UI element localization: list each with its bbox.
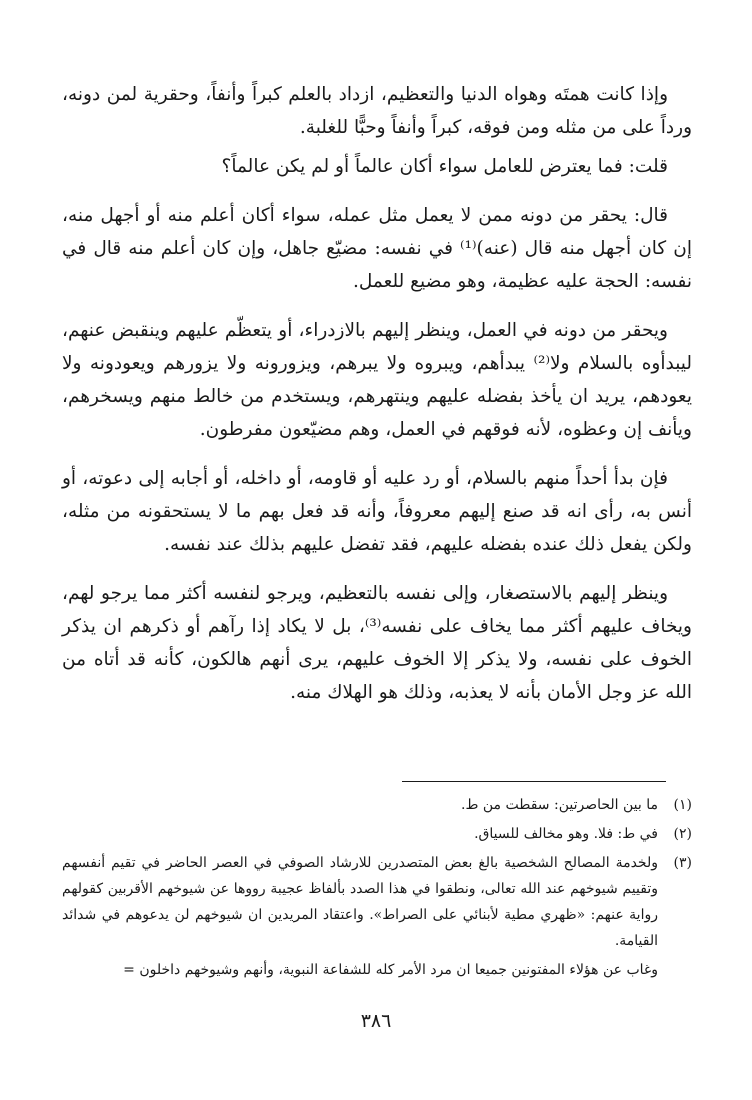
paragraph-6: وينظر إليهم بالاستصغار، وإلى نفسه بالتعظيم، ويرجو لنفسه أكثر مما يرجو لهم، ويخاف عليهم أكثر مما يخاف على نفسه⁽³⁾، بل لا يكاد إذا رآهم أو ذكرهم ان يذكر الخوف على نفسه، ولا يذكر إلا الخوف عليهم، يرى أنهم هالكون، كأنه قد أتاه من الله عز وجل الأمان بأنه لا يعذبه، وذلك هو الهلاك منه. [62, 583, 692, 703]
footnote-text: ولخدمة المصالح الشخصية بالغ بعض المتصدرين للارشاد الصوفي في العصر الحاضر في تقيم أنفسهم وتقييم شيوخهم عند الله تعالى، ونطقوا في هذا الصدد بألفاظ عجيبة رووها عن شيوخهم الأقربين كقولهم رواية عنهم: «ظهري مطية لأبنائي على الصراط». واعتقاد المريدين ان شيوخهم لن يدعوهم في شدائد القيامة. [62, 855, 658, 949]
footnote-text: ما بين الحاصرتين: سقطت من ط. [461, 797, 658, 813]
footnote-number: (١) [673, 797, 692, 813]
footnotes [62, 792, 692, 983]
footnote-3 [62, 850, 692, 954]
main-text [62, 78, 692, 725]
footnote-number: (٢) [673, 826, 692, 842]
footnote-divider [402, 781, 666, 782]
paragraph-5: فإن بدأ أحداً منهم بالسلام، أو رد عليه أو قاومه، أو داخله، أو أجابه إلى دعوته، أو أنس به، رأى انه قد صنع إليهم معروفاً، وأنه قد فعل بهم ما لا يستحقونه من مثله، ولكن يفعل ذلك عنده بفضله عليهم، فقد تفضل عليهم بذلك عند نفسه. [62, 468, 692, 555]
paragraph-4: ويحقر من دونه في العمل، وينظر إليهم بالازدراء، أو يتعظّم عليهم وينقبض عنهم، ليبدأوه بالسلام ولا⁽²⁾ يبدأهم، ويبروه ولا يبرهم، ويزورونه ولا يزورهم ويعودونه ولا يعودهم، يريد ان يأخذ بفضله عليهم وينتهرهم، ويستخدم من خالط منهم ويسخرهم، ويأنف إن وعظوه، لأنه فوقهم في العمل، وهم مضيّعون مفرطون. [62, 320, 692, 440]
footnote-number: (٣) [673, 855, 692, 871]
paragraph-3: قال: يحقر من دونه ممن لا يعمل مثل عمله، سواء أكان أعلم منه أو أجهل منه، إن كان أجهل منه قال (عنه)⁽¹⁾ في نفسه: مضيّع جاهل، وإن كان أعلم منه قال في نفسه: الحجة عليه عظيمة، وهو مضيع للعمل. [62, 205, 692, 292]
page-number: ٣٨٦ [360, 1010, 392, 1032]
footnote-text: في ط: فلا. وهو مخالف للسياق. [474, 826, 658, 842]
footnote-2 [62, 821, 692, 847]
footnote-continuation: وغاب عن هؤلاء المفتونين جميعا ان مرد الأمر كله للشفاعة النبوية، وأنهم وشيوخهم داخلون = [123, 962, 658, 978]
paragraph-2: قلت: فما يعترض للعامل سواء أكان عالماً أو لم يكن عالماً؟ [221, 156, 668, 177]
paragraph-1: وإذا كانت همتَه وهواه الدنيا والتعظيم، ازداد بالعلم كبراً وأنفاً، وحقرية لمن دونه، ورداً على من مثله ومن فوقه، كبراً وأنفاً وحبًّا للغلبة. [62, 84, 692, 138]
footnote-1 [62, 792, 692, 818]
